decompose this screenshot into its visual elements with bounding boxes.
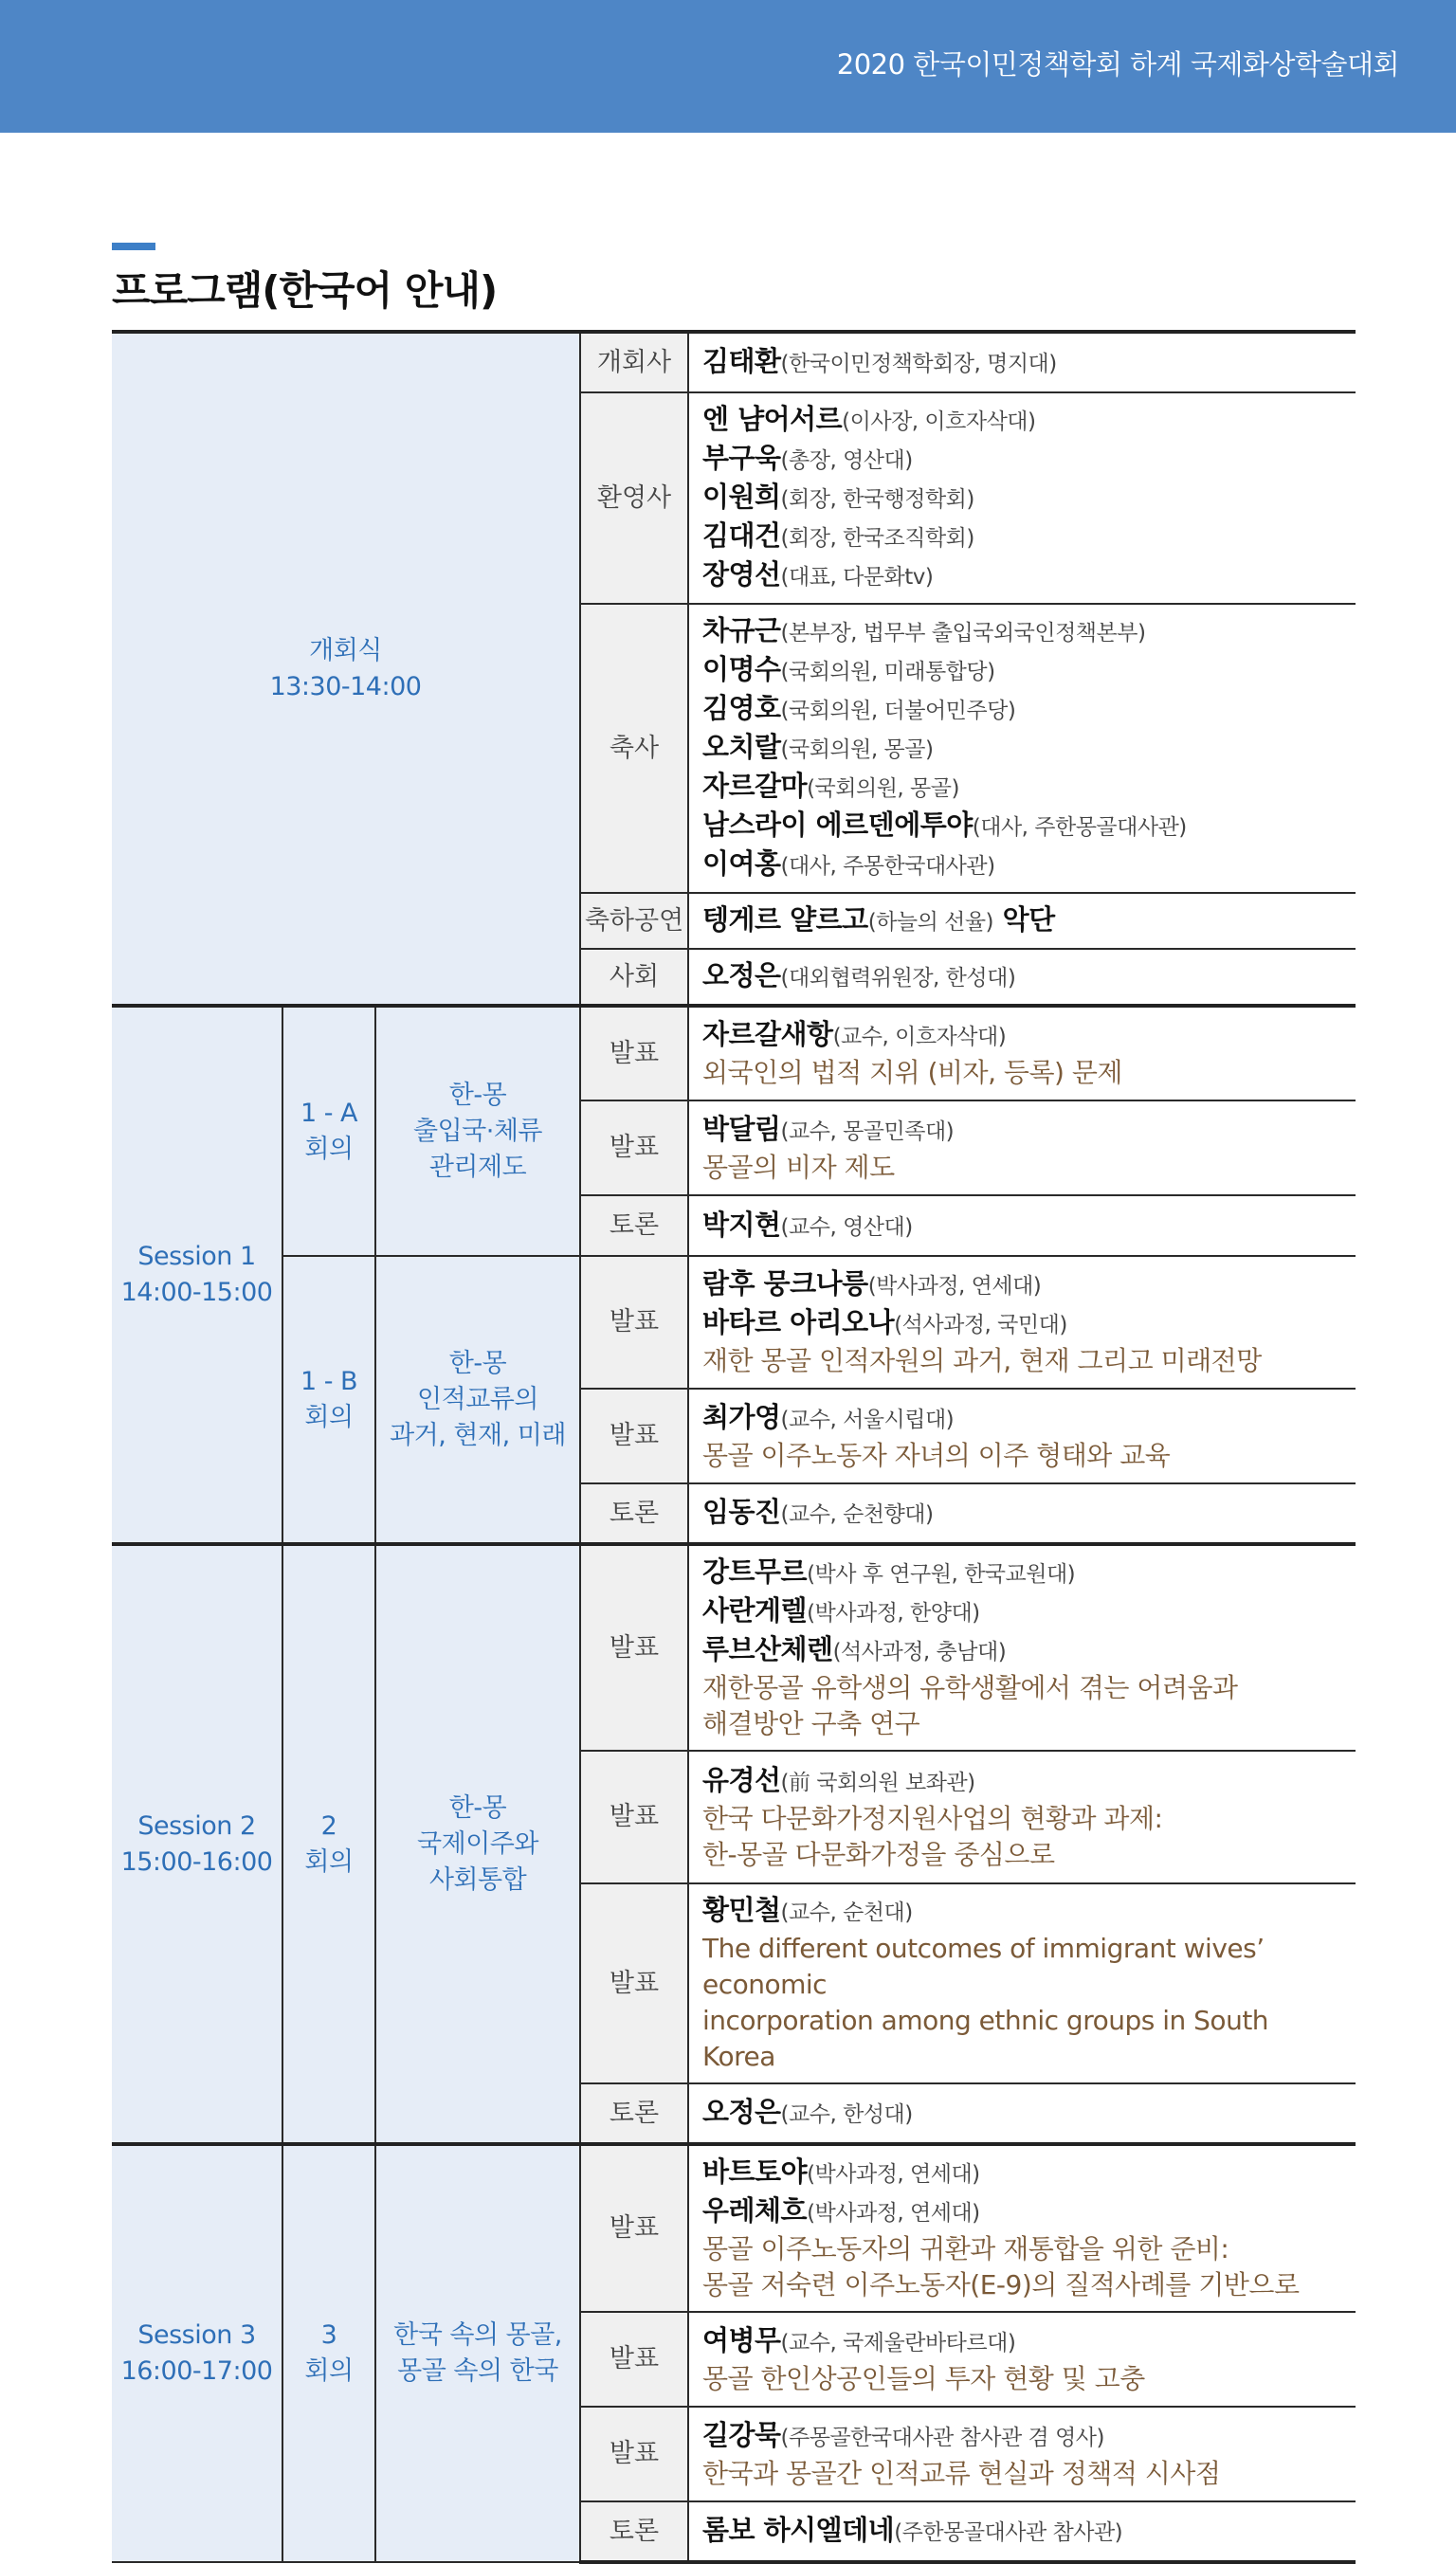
speaker-name: 길강묵 (702, 2418, 781, 2451)
speaker-line (702, 1892, 1342, 1931)
talk-topic: incorporation among ethnic groups in South Korea (702, 2005, 1269, 2072)
program-content-cell (688, 1389, 1356, 1483)
speaker-line (702, 690, 1342, 729)
speaker-affiliation: (한국이민정책학회장, 명지대) (780, 352, 1057, 376)
session-label-cell (112, 2144, 282, 2562)
speaker-line (702, 846, 1342, 884)
role-cell: 축사 (580, 604, 688, 893)
meeting-theme-cell-line: 사회통합 (428, 1864, 527, 1895)
speaker-line (702, 440, 1342, 479)
program-content-cell (688, 2144, 1356, 2312)
speaker-name: 루브산체렌 (702, 1633, 833, 1665)
meeting-theme-cell-line: 한국 속의 몽골, (393, 2320, 562, 2350)
header-title: 2020 한국이민정책학회 하계 국제화상학술대회 (836, 48, 1399, 81)
meeting-theme-cell-line: 한-몽 (448, 1348, 507, 1378)
speaker-affiliation: (대사, 주몽한국대사관) (780, 854, 995, 879)
speaker-line (702, 1494, 1342, 1533)
speaker-name: 여병무 (702, 2323, 781, 2356)
role-cell: 토론 (580, 1195, 688, 1256)
meeting-theme-cell (375, 1006, 580, 1256)
speaker-line (702, 2322, 1342, 2361)
speaker-line (702, 1399, 1342, 1438)
role-cell: 발표 (580, 2312, 688, 2407)
speaker-name: 자르갈새항 (702, 1018, 833, 1050)
meeting-theme-cell-line: 한-몽 (448, 1792, 507, 1823)
session-label-cell-line: 15:00-16:00 (120, 1846, 273, 1877)
speaker-line (702, 1762, 1342, 1801)
meeting-theme-cell (375, 1544, 580, 2144)
speaker-name: 우레체흐 (702, 2194, 808, 2227)
session-label-cell (112, 1006, 282, 1544)
meeting-theme-cell-line: 관리제도 (428, 1152, 527, 1182)
meeting-theme-cell-line: 출입국·체류 (413, 1116, 542, 1146)
speaker-name: 부구욱 (702, 442, 781, 474)
speaker-affiliation: (교수, 순천대) (780, 1900, 913, 1925)
program-content-cell (688, 1883, 1356, 2083)
talk-topic: 한국 다문화가정지원사업의 현황과 과제: (702, 1802, 1163, 1834)
role-cell: 발표 (580, 1544, 688, 1751)
speaker-name: 엔 냠어서르 (702, 403, 843, 435)
program-content-cell (688, 1100, 1356, 1195)
session-label-cell-line: Session 2 (137, 1810, 256, 1841)
meeting-theme-cell (375, 2144, 580, 2562)
speaker-line (702, 556, 1342, 595)
program-content-cell (688, 392, 1356, 604)
speaker-line (702, 1304, 1342, 1343)
speaker-line (702, 2417, 1342, 2456)
talk-topic: 몽골의 비자 제도 (702, 1151, 895, 1183)
speaker-suffix: 악단 (993, 903, 1055, 936)
program-content-cell (688, 2312, 1356, 2407)
speaker-name: 오정은 (702, 2096, 781, 2128)
talk-topic: 몽골 한인상공인들의 투자 현황 및 고충 (702, 2362, 1145, 2394)
meeting-code-cell (282, 1006, 375, 1256)
title-accent-bar (112, 243, 155, 250)
speaker-line (702, 2094, 1342, 2133)
speaker-line (702, 729, 1342, 768)
role-cell: 사회 (580, 949, 688, 1006)
program-content-cell (688, 893, 1356, 949)
speaker-name: 오치랄 (702, 731, 781, 763)
role-cell: 발표 (580, 1389, 688, 1483)
role-cell: 발표 (580, 1751, 688, 1883)
speaker-affiliation: (국회의원, 몽골) (807, 776, 959, 801)
opening-label-cell-line: 13:30-14:00 (269, 671, 422, 701)
talk-topic: 외국인의 법적 지위 (비자, 등록) 문제 (702, 1057, 1122, 1088)
speaker-name: 이원희 (702, 481, 781, 513)
talk-topic: 한국과 몽골간 인적교류 현실과 정책적 시사점 (702, 2457, 1221, 2489)
speaker-affiliation: (회장, 한국조직학회) (780, 526, 974, 551)
meeting-theme-cell-line: 국제이주와 (417, 1828, 538, 1859)
session-label-cell-line: Session 1 (137, 1242, 256, 1271)
speaker-line (702, 1016, 1342, 1055)
program-table (112, 330, 1356, 2564)
program-content-cell (688, 332, 1356, 392)
speaker-name: 람후 뭉크나릉 (702, 1267, 868, 1300)
speaker-name: 이여홍 (702, 847, 781, 880)
speaker-affiliation: (박사과정, 한양대) (807, 1601, 980, 1626)
speaker-affiliation: (교수, 순천향대) (780, 1502, 934, 1527)
role-cell: 토론 (580, 1483, 688, 1544)
session-label-cell-line: 16:00-17:00 (120, 2356, 273, 2386)
meeting-code-cell-line: 1 - A (300, 1098, 358, 1128)
program-content-cell (688, 604, 1356, 893)
speaker-affiliation: (국회의원, 몽골) (780, 737, 934, 762)
speaker-affiliation: (교수, 이흐자삭대) (832, 1025, 1007, 1049)
role-cell: 토론 (580, 2501, 688, 2562)
program-content-cell (688, 1195, 1356, 1256)
role-cell: 발표 (580, 1256, 688, 1389)
speaker-name: 황민철 (702, 1894, 781, 1926)
speaker-line (702, 957, 1342, 996)
talk-topic: 몽골 저숙련 이주노동자(E-9)의 질적사례를 기반으로 (702, 2269, 1300, 2300)
speaker-affiliation: (회장, 한국행정학회) (780, 487, 974, 512)
talk-topic: 재한몽골 유학생의 유학생활에서 겪는 어려움과 (702, 1672, 1238, 1703)
speaker-affiliation: (교수, 몽골민족대) (780, 1118, 955, 1144)
role-cell: 축하공연 (580, 893, 688, 949)
speaker-line (702, 651, 1342, 690)
meeting-theme-cell-line: 몽골 속의 한국 (397, 2356, 558, 2386)
speaker-affiliation: (대사, 주한몽골대사관) (972, 815, 1187, 840)
opening-label-cell (112, 332, 580, 1006)
talk-topic: The different outcomes of immigrant wives’ economic (702, 1933, 1265, 2000)
speaker-affiliation: (박사과정, 연세대) (867, 1274, 1042, 1299)
opening-label-cell-line: 개회식 (309, 635, 382, 665)
speaker-line (702, 768, 1342, 807)
speaker-line (702, 518, 1342, 556)
meeting-code-cell-line: 3 (320, 2320, 337, 2350)
speaker-name: 오정은 (702, 959, 781, 991)
meeting-theme-cell-line: 인적교류의 (417, 1384, 538, 1414)
speaker-affiliation: (교수, 서울시립대) (780, 1407, 955, 1432)
speaker-line (702, 401, 1342, 440)
meeting-code-cell-line: 회의 (304, 2356, 354, 2386)
speaker-name: 유경선 (702, 1763, 781, 1796)
speaker-line (702, 2512, 1342, 2551)
talk-topic: 한-몽골 다문화가정을 중심으로 (702, 1838, 1055, 1870)
role-cell: 발표 (580, 1100, 688, 1195)
speaker-name: 바트토야 (702, 2155, 808, 2188)
talk-topic: 몽골 이주노동자 자녀의 이주 형태와 교육 (702, 1439, 1171, 1471)
program-content-cell (688, 2407, 1356, 2501)
speaker-name: 김대건 (702, 519, 781, 552)
speaker-affiliation: (총장, 영산대) (780, 448, 913, 473)
role-cell: 환영사 (580, 392, 688, 604)
program-content-cell (688, 2083, 1356, 2144)
meeting-code-cell-line: 1 - B (300, 1366, 358, 1396)
speaker-line (702, 2154, 1342, 2192)
meeting-code-cell-line: 회의 (304, 1134, 354, 1164)
speaker-affiliation: (석사과정, 국민대) (894, 1313, 1067, 1337)
program-content-cell (688, 1256, 1356, 1389)
page-title: 프로그램(한국어 안내) (112, 267, 498, 314)
speaker-line (702, 1207, 1342, 1246)
speaker-line (702, 901, 1342, 940)
speaker-line (702, 343, 1342, 382)
speaker-affiliation: (석사과정, 충남대) (832, 1640, 1007, 1664)
speaker-name: 텡게르 얄르고 (702, 903, 868, 936)
session-label-cell-line: Session 3 (137, 2320, 256, 2350)
speaker-affiliation: (주몽골한국대사관 참사관 겸 영사) (780, 2425, 1104, 2450)
speaker-name: 장영선 (702, 558, 781, 591)
role-cell: 발표 (580, 2407, 688, 2501)
role-cell: 토론 (580, 2083, 688, 2144)
speaker-line (702, 1111, 1342, 1150)
speaker-name: 이명수 (702, 653, 781, 685)
speaker-affiliation: (교수, 국제울란바타르대) (780, 2330, 1016, 2355)
speaker-line (702, 1592, 1342, 1631)
speaker-line (702, 1265, 1342, 1304)
speaker-affiliation: (대외협력위원장, 한성대) (780, 966, 1016, 991)
meeting-code-cell-line: 회의 (304, 1846, 354, 1877)
speaker-affiliation: (교수, 한성대) (780, 2102, 913, 2127)
speaker-name: 사란게렐 (702, 1594, 808, 1627)
program-content-cell (688, 1483, 1356, 1544)
speaker-name: 박지현 (702, 1208, 781, 1241)
session-label-cell-line: 14:00-15:00 (120, 1278, 273, 1307)
program-content-cell (688, 2501, 1356, 2562)
speaker-line (702, 612, 1342, 651)
meeting-theme-cell (375, 1256, 580, 1544)
speaker-affiliation: (주한몽골대사관 참사관) (894, 2520, 1123, 2545)
program-content-cell (688, 949, 1356, 1006)
speaker-affiliation: (前 국회의원 보좌관) (780, 1770, 975, 1795)
speaker-name: 롬보 하시엘데네 (702, 2514, 895, 2546)
speaker-name: 임동진 (702, 1496, 781, 1528)
role-cell: 발표 (580, 1883, 688, 2083)
meeting-code-cell-line: 회의 (304, 1402, 354, 1432)
speaker-affiliation: (국회의원, 더불어민주당) (780, 699, 1016, 723)
meeting-code-cell (282, 2144, 375, 2562)
role-cell: 발표 (580, 1006, 688, 1100)
speaker-affiliation: (박사 후 연구원, 한국교원대) (807, 1562, 1076, 1587)
speaker-name: 김태환 (702, 345, 781, 377)
meeting-theme-cell-line: 한-몽 (448, 1080, 507, 1110)
talk-topic: 재한 몽골 인적자원의 과거, 현재 그리고 미래전망 (702, 1345, 1262, 1376)
speaker-affiliation: (대표, 다문화tv) (780, 565, 934, 590)
speaker-affiliation: (국회의원, 미래통합당) (780, 660, 995, 684)
speaker-name: 자르갈마 (702, 770, 808, 802)
role-cell: 발표 (580, 2144, 688, 2312)
speaker-affiliation: (이사장, 이흐자삭대) (842, 409, 1036, 434)
program-content-cell (688, 1544, 1356, 1751)
meeting-code-cell-line: 2 (320, 1810, 337, 1841)
speaker-name: 강트무르 (702, 1555, 808, 1588)
meeting-theme-cell-line: 과거, 현재, 미래 (390, 1420, 566, 1450)
speaker-affiliation: (박사과정, 연세대) (807, 2162, 980, 2187)
meeting-code-cell (282, 1544, 375, 2144)
talk-topic: 몽골 이주노동자의 귀환과 재통합을 위한 준비: (702, 2233, 1229, 2264)
speaker-line (702, 1554, 1342, 1592)
session-label-cell (112, 1544, 282, 2144)
program-content-cell (688, 1751, 1356, 1883)
speaker-name: 박달림 (702, 1112, 781, 1145)
speaker-affiliation: (하늘의 선율) (867, 910, 994, 935)
role-cell: 개회사 (580, 332, 688, 392)
speaker-line (702, 807, 1342, 846)
speaker-affiliation: (박사과정, 연세대) (807, 2201, 980, 2226)
meeting-code-cell (282, 1256, 375, 1544)
speaker-line (702, 1631, 1342, 1670)
speaker-affiliation: (본부장, 법무부 출입국외국인정책본부) (780, 621, 1146, 646)
talk-topic: 해결방안 구축 연구 (702, 1708, 920, 1739)
program-content-cell (688, 1006, 1356, 1100)
header-bar (0, 0, 1456, 133)
speaker-line (702, 2192, 1342, 2231)
speaker-name: 남스라이 에르덴에투야 (702, 809, 973, 841)
speaker-line (702, 479, 1342, 518)
speaker-name: 김영호 (702, 692, 781, 724)
speaker-affiliation: (교수, 영산대) (780, 1214, 913, 1240)
speaker-name: 바타르 아리오나 (702, 1306, 895, 1338)
speaker-name: 차규근 (702, 614, 781, 646)
speaker-name: 최가영 (702, 1400, 781, 1433)
